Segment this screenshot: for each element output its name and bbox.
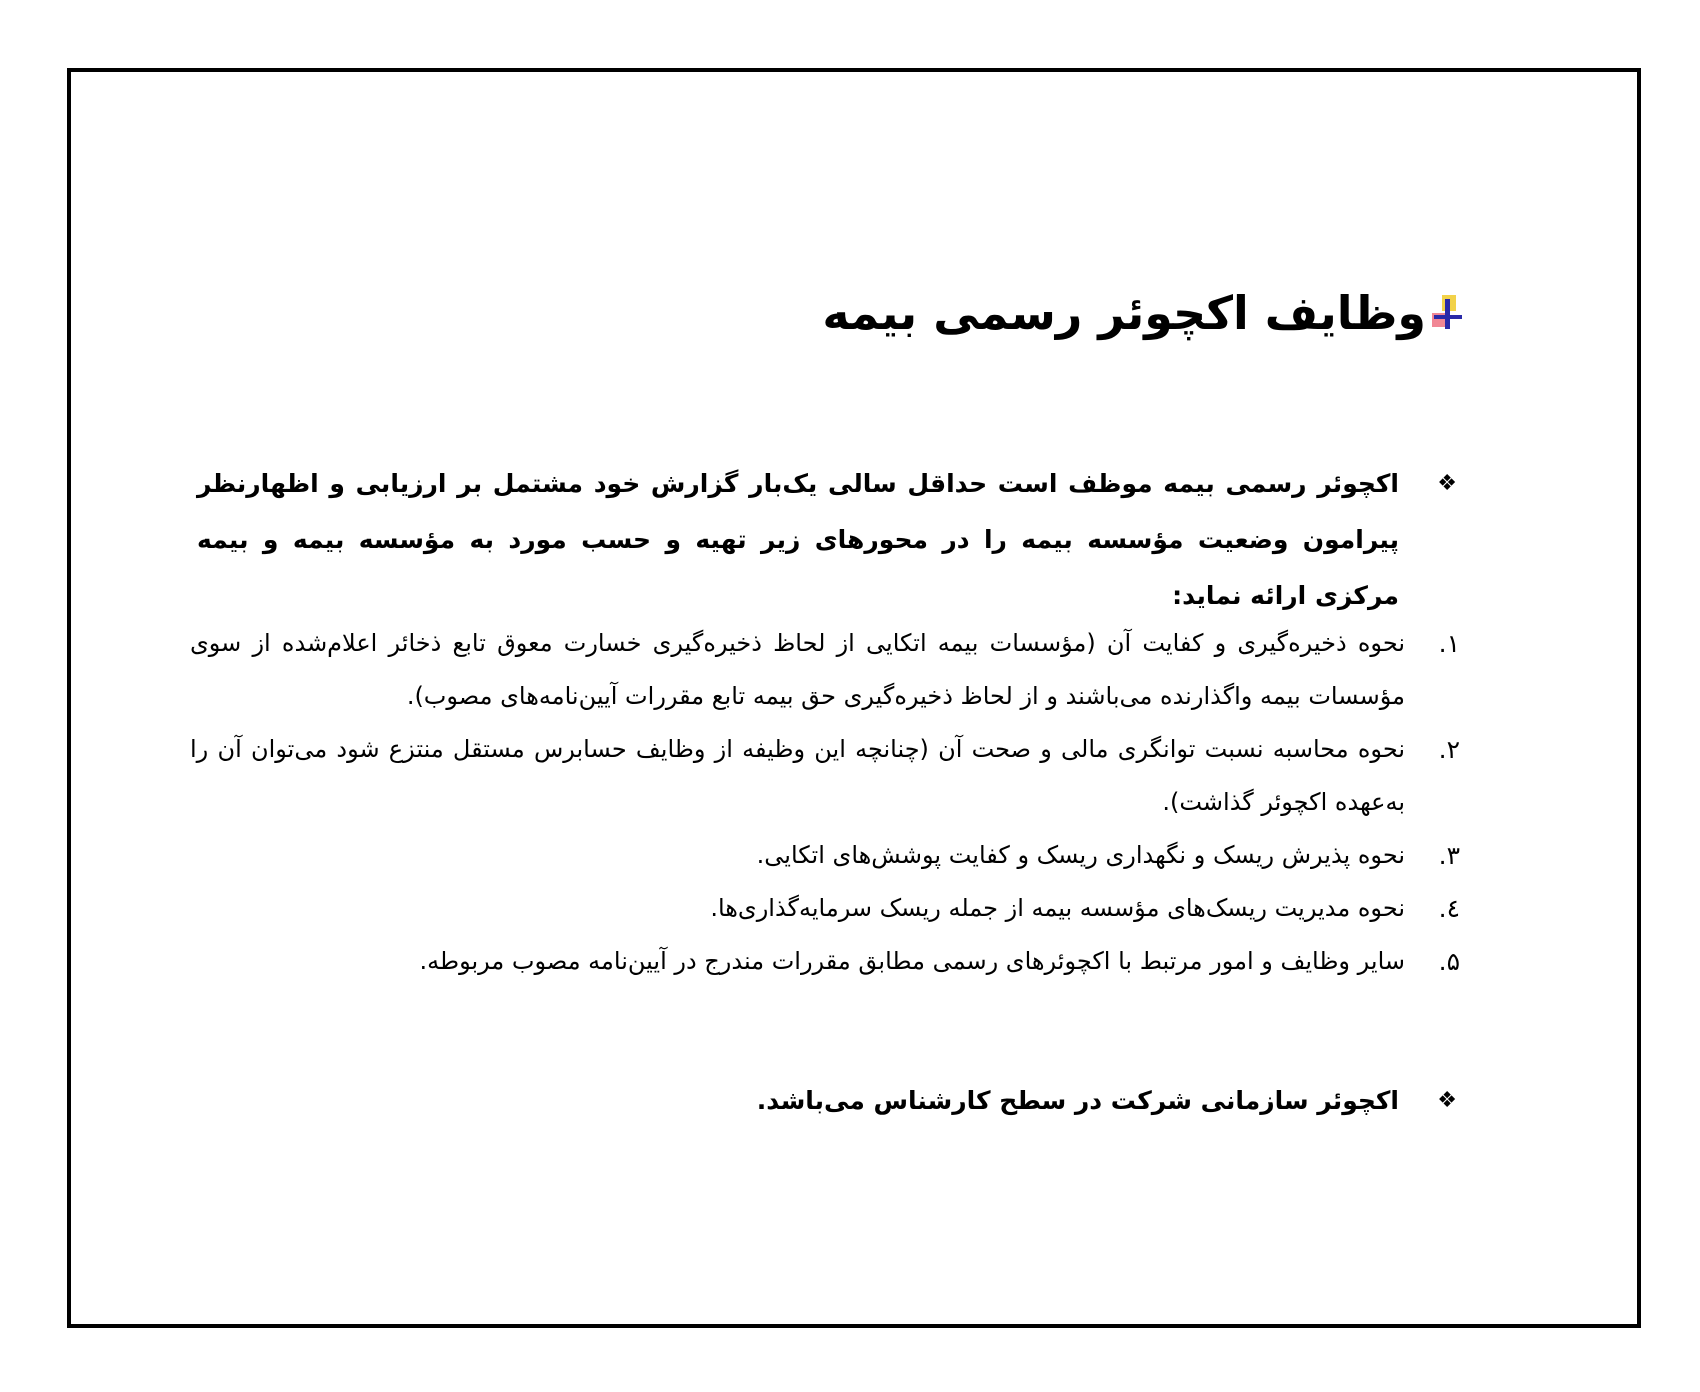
list-item-text: نحوه ذخیره‌گیری و کفایت آن (مؤسسات بیمه اتکایی از لحاظ ذخیره‌گیری خسارت معوق تابع ذخائر اعلام‌شده از سوی مؤسسات بیمه واگذارنده می‌باشند و از لحاظ ذخیره‌گیری حق بیمه تابع مقررات آیین‌نامه‌های مصوب).	[190, 629, 1405, 710]
list-marker: ۲.	[1438, 735, 1460, 764]
list-item-text: نحوه محاسبه نسبت توانگری مالی و صحت آن (چنانچه این وظیفه از وظایف حسابرس مستقل منتزع شود می‌توان آن را به‌عهده اکچوئر گذاشت).	[190, 735, 1405, 816]
closing-text: اکچوئر سازمانی شرکت در سطح کارشناس می‌باشد.	[756, 1086, 1399, 1115]
list-item-text: نحوه پذیرش ریسک و نگهداری ریسک و کفایت پوشش‌های اتکایی.	[756, 841, 1405, 869]
list-item	[190, 935, 1460, 988]
list-item	[190, 617, 1460, 723]
intro-paragraph	[197, 456, 1457, 624]
duties-list	[190, 617, 1460, 988]
plus-square-icon	[1432, 293, 1462, 333]
diamond-bullet-icon: ❖	[1437, 1088, 1457, 1113]
closing-paragraph	[197, 1073, 1457, 1129]
diamond-bullet-icon: ❖	[1437, 471, 1457, 496]
list-item	[190, 723, 1460, 829]
title-block	[822, 283, 1462, 343]
list-item-text: سایر وظایف و امور مرتبط با اکچوئرهای رسمی مطابق مقررات مندرج در آیین‌نامه مصوب مربوطه.	[419, 947, 1405, 975]
list-item	[190, 829, 1460, 882]
list-marker: ۵.	[1438, 947, 1460, 976]
list-item-text: نحوه مدیریت ریسک‌های مؤسسه بیمه از جمله ریسک سرمایه‌گذاری‌ها.	[710, 894, 1405, 922]
intro-text: اکچوئر رسمی بیمه موظف است حداقل سالی یک‌بار گزارش خود مشتمل بر ارزیابی و اظهارنظر پیرامون وضعیت مؤسسه بیمه را در محورهای زیر تهیه و حسب مورد به مؤسسه بیمه و بیمه مرکزی ارائه نماید:	[197, 469, 1399, 610]
list-marker: ٤.	[1438, 894, 1460, 923]
list-marker: ۱.	[1438, 629, 1460, 658]
list-marker: ۳.	[1438, 841, 1460, 870]
page-title: وظایف اکچوئر رسمی بیمه	[822, 286, 1426, 340]
list-item	[190, 882, 1460, 935]
